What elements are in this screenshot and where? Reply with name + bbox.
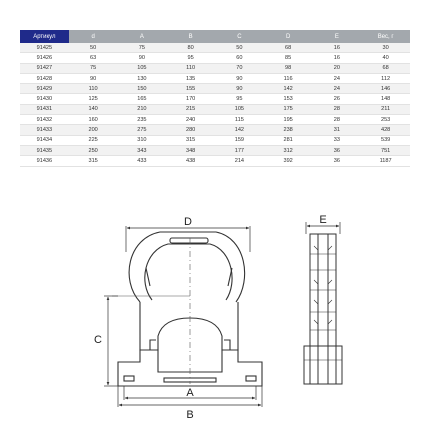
table-cell: 214 — [215, 156, 264, 166]
table-cell: 95 — [215, 94, 264, 104]
table-cell: 90 — [69, 73, 118, 83]
table-cell: 110 — [166, 63, 215, 73]
table-cell: 28 — [313, 104, 362, 114]
table-cell: 438 — [166, 156, 215, 166]
table-cell: 28 — [313, 115, 362, 125]
clamp-left-slot — [146, 268, 150, 286]
side-view-ribs-h — [310, 254, 336, 330]
table-cell: 80 — [166, 43, 215, 53]
table-cell: 280 — [166, 125, 215, 135]
clamp-left-post — [150, 340, 156, 350]
table-cell: 98 — [264, 63, 313, 73]
table-cell: 115 — [215, 115, 264, 125]
table-cell: 210 — [118, 104, 167, 114]
table-cell: 16 — [313, 53, 362, 63]
table-cell: 159 — [215, 135, 264, 145]
table-cell: 153 — [264, 94, 313, 104]
spec-table — [20, 30, 410, 167]
col-header-dd: D — [264, 30, 313, 43]
dim-label-b: B — [186, 409, 194, 421]
table-cell: 36 — [313, 145, 362, 155]
table-row — [20, 115, 410, 125]
col-header-b: B — [166, 30, 215, 43]
table-cell: 91430 — [20, 94, 69, 104]
table-cell: 63 — [69, 53, 118, 63]
table-cell: 1187 — [361, 156, 410, 166]
table-cell: 91431 — [20, 104, 69, 114]
table-cell: 40 — [361, 53, 410, 63]
table-cell: 70 — [215, 63, 264, 73]
table-cell: 160 — [69, 115, 118, 125]
table-row — [20, 84, 410, 94]
table-cell: 91435 — [20, 145, 69, 155]
spec-table-body — [20, 43, 410, 166]
table-cell: 50 — [215, 43, 264, 53]
table-cell: 315 — [69, 156, 118, 166]
table-cell: 235 — [118, 115, 167, 125]
dim-label-c: C — [94, 334, 102, 346]
col-header-d: d — [69, 30, 118, 43]
table-cell: 110 — [69, 84, 118, 94]
spec-table-container — [20, 30, 410, 167]
table-cell: 392 — [264, 156, 313, 166]
clamp-base-slot-left — [124, 376, 134, 381]
spec-table-head — [20, 30, 410, 43]
table-cell: 91432 — [20, 115, 69, 125]
dim-label-d: D — [184, 216, 192, 228]
table-row — [20, 104, 410, 114]
table-cell: 281 — [264, 135, 313, 145]
table-cell: 142 — [215, 125, 264, 135]
table-cell: 91428 — [20, 73, 69, 83]
table-cell: 91425 — [20, 43, 69, 53]
table-cell: 225 — [69, 135, 118, 145]
table-row — [20, 63, 410, 73]
table-cell: 215 — [166, 104, 215, 114]
table-cell: 146 — [361, 84, 410, 94]
table-cell: 275 — [118, 125, 167, 135]
col-header-weight: Вес, г — [361, 30, 410, 43]
table-cell: 75 — [118, 43, 167, 53]
table-cell: 240 — [166, 115, 215, 125]
table-cell: 211 — [361, 104, 410, 114]
table-cell: 91426 — [20, 53, 69, 63]
table-cell: 539 — [361, 135, 410, 145]
table-cell: 140 — [69, 104, 118, 114]
table-cell: 68 — [264, 43, 313, 53]
table-cell: 24 — [313, 73, 362, 83]
table-cell: 116 — [264, 73, 313, 83]
table-cell: 20 — [313, 63, 362, 73]
table-cell: 90 — [215, 73, 264, 83]
dim-label-a: A — [186, 387, 194, 399]
col-header-a: A — [118, 30, 167, 43]
table-cell: 135 — [166, 73, 215, 83]
table-cell: 315 — [166, 135, 215, 145]
table-row — [20, 53, 410, 63]
table-cell: 33 — [313, 135, 362, 145]
table-cell: 16 — [313, 43, 362, 53]
table-cell: 105 — [118, 63, 167, 73]
table-cell: 85 — [264, 53, 313, 63]
table-cell: 26 — [313, 94, 362, 104]
table-row — [20, 73, 410, 83]
table-cell: 195 — [264, 115, 313, 125]
table-cell: 142 — [264, 84, 313, 94]
table-cell: 177 — [215, 145, 264, 155]
table-row — [20, 145, 410, 155]
table-cell: 310 — [118, 135, 167, 145]
col-header-e: E — [313, 30, 362, 43]
table-cell: 433 — [118, 156, 167, 166]
table-cell: 91436 — [20, 156, 69, 166]
col-header-article: Артикул — [20, 30, 69, 43]
table-cell: 105 — [215, 104, 264, 114]
clamp-top-slot — [170, 238, 208, 243]
table-row — [20, 43, 410, 53]
table-cell: 90 — [118, 53, 167, 63]
table-cell: 75 — [69, 63, 118, 73]
table-cell: 250 — [69, 145, 118, 155]
table-cell: 30 — [361, 43, 410, 53]
table-cell: 31 — [313, 125, 362, 135]
table-cell: 170 — [166, 94, 215, 104]
table-cell: 24 — [313, 84, 362, 94]
table-cell: 91429 — [20, 84, 69, 94]
col-header-c: C — [215, 30, 264, 43]
table-cell: 95 — [166, 53, 215, 63]
table-cell: 175 — [264, 104, 313, 114]
table-cell: 91434 — [20, 135, 69, 145]
table-cell: 60 — [215, 53, 264, 63]
table-cell: 751 — [361, 145, 410, 155]
table-cell: 90 — [215, 84, 264, 94]
clamp-base-slot-right — [246, 376, 256, 381]
spec-table-header-row — [20, 30, 410, 43]
table-cell: 155 — [166, 84, 215, 94]
table-cell: 91427 — [20, 63, 69, 73]
clamp-technical-drawing — [0, 200, 430, 430]
clamp-inner-ring — [145, 244, 232, 300]
dim-label-e: E — [319, 214, 327, 226]
clamp-right-post — [224, 340, 230, 350]
table-cell: 200 — [69, 125, 118, 135]
clamp-lower-body — [140, 302, 238, 350]
table-cell: 50 — [69, 43, 118, 53]
table-cell: 68 — [361, 63, 410, 73]
table-cell: 253 — [361, 115, 410, 125]
dim-c — [104, 296, 118, 386]
table-row — [20, 125, 410, 135]
table-cell: 36 — [313, 156, 362, 166]
table-cell: 112 — [361, 73, 410, 83]
table-cell: 165 — [118, 94, 167, 104]
table-row — [20, 156, 410, 166]
table-cell: 238 — [264, 125, 313, 135]
table-row — [20, 135, 410, 145]
table-cell: 125 — [69, 94, 118, 104]
table-cell: 150 — [118, 84, 167, 94]
table-cell: 91433 — [20, 125, 69, 135]
clamp-side-view — [304, 234, 342, 384]
table-cell: 148 — [361, 94, 410, 104]
side-view-outline — [310, 234, 336, 384]
table-cell: 343 — [118, 145, 167, 155]
table-cell: 428 — [361, 125, 410, 135]
table-cell: 348 — [166, 145, 215, 155]
table-cell: 130 — [118, 73, 167, 83]
table-row — [20, 94, 410, 104]
table-cell: 312 — [264, 145, 313, 155]
